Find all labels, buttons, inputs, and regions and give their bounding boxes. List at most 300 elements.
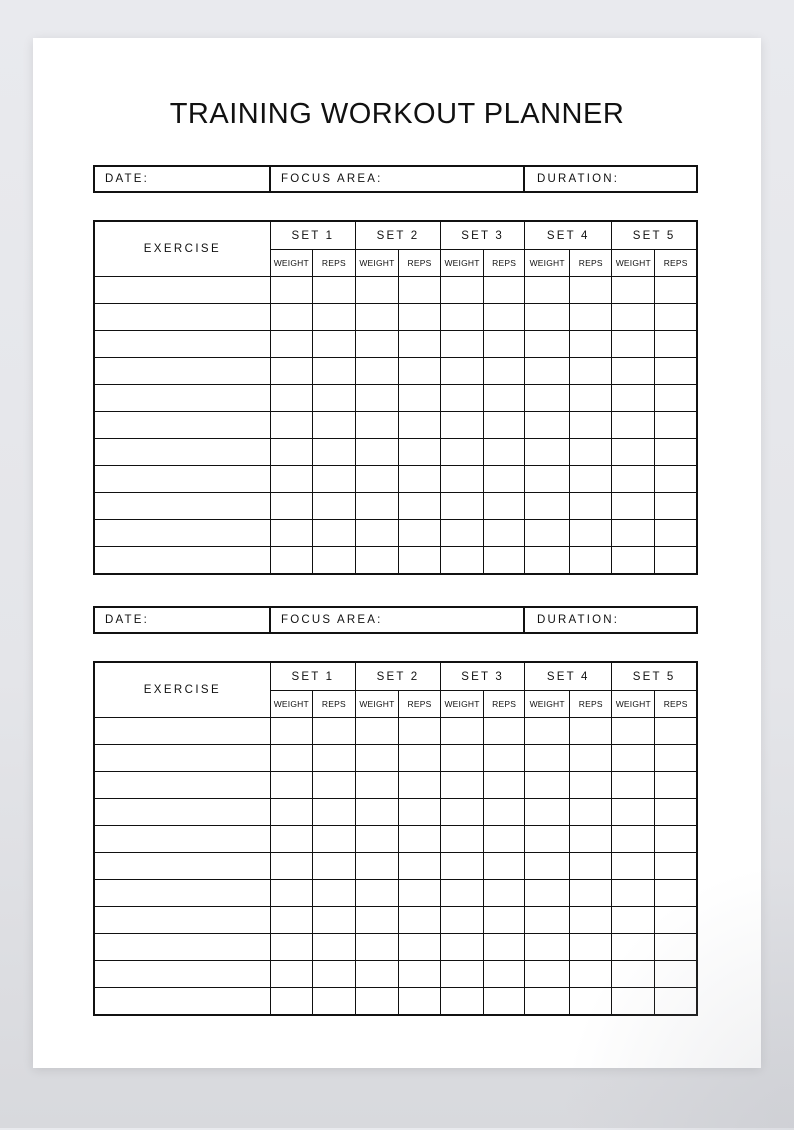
reps-cell[interactable] (570, 385, 612, 412)
reps-cell[interactable] (655, 412, 697, 439)
reps-cell[interactable] (398, 880, 440, 907)
table-row (94, 718, 697, 745)
reps-cell[interactable] (484, 961, 525, 988)
weight-cell[interactable] (525, 439, 570, 466)
weight-cell[interactable] (525, 826, 570, 853)
exercise-cell[interactable] (94, 547, 270, 575)
reps-cell[interactable] (398, 799, 440, 826)
exercise-cell[interactable] (94, 745, 270, 772)
table-row (94, 493, 697, 520)
weight-cell[interactable] (355, 412, 398, 439)
table-row (94, 547, 697, 575)
weight-cell[interactable] (441, 304, 484, 331)
reps-cell[interactable] (655, 520, 697, 547)
reps-cell[interactable] (655, 331, 697, 358)
weight-cell[interactable] (355, 304, 398, 331)
reps-cell[interactable] (484, 277, 525, 304)
reps-cell[interactable] (570, 961, 612, 988)
workout-log-table (93, 220, 698, 575)
reps-cell[interactable] (655, 799, 697, 826)
reps-cell[interactable] (398, 277, 440, 304)
weight-cell[interactable] (525, 772, 570, 799)
table-row (94, 988, 697, 1016)
table-row (94, 385, 697, 412)
weight-cell[interactable] (612, 853, 655, 880)
weight-cell[interactable] (441, 547, 484, 575)
exercise-cell[interactable] (94, 772, 270, 799)
table-row (94, 358, 697, 385)
reps-cell[interactable] (484, 493, 525, 520)
reps-cell[interactable] (655, 304, 697, 331)
weight-cell[interactable] (270, 304, 312, 331)
weight-cell[interactable] (525, 331, 570, 358)
table-row (94, 745, 697, 772)
reps-cell[interactable] (570, 880, 612, 907)
table-row (94, 520, 697, 547)
weight-cell[interactable] (441, 907, 484, 934)
reps-cell[interactable] (655, 466, 697, 493)
reps-cell[interactable] (655, 745, 697, 772)
reps-cell[interactable] (484, 412, 525, 439)
weight-cell[interactable] (270, 385, 312, 412)
weight-cell[interactable] (525, 745, 570, 772)
reps-cell[interactable] (570, 853, 612, 880)
table-row (94, 934, 697, 961)
reps-cell[interactable] (484, 331, 525, 358)
weight-cell[interactable] (525, 358, 570, 385)
weight-cell[interactable] (525, 466, 570, 493)
weight-cell[interactable] (612, 358, 655, 385)
reps-cell[interactable] (398, 934, 440, 961)
reps-cell[interactable] (312, 304, 355, 331)
weight-cell[interactable] (270, 961, 312, 988)
reps-cell[interactable] (655, 880, 697, 907)
weight-cell[interactable] (525, 547, 570, 575)
reps-cell[interactable] (312, 718, 355, 745)
weight-header: WEIGHT (441, 691, 484, 718)
reps-cell[interactable] (312, 772, 355, 799)
reps-cell[interactable] (655, 772, 697, 799)
weight-cell[interactable] (355, 961, 398, 988)
weight-cell[interactable] (612, 988, 655, 1016)
weight-cell[interactable] (270, 439, 312, 466)
table-row (94, 853, 697, 880)
weight-cell[interactable] (441, 880, 484, 907)
weight-cell[interactable] (525, 277, 570, 304)
exercise-cell[interactable] (94, 358, 270, 385)
reps-cell[interactable] (484, 988, 525, 1016)
weight-cell[interactable] (270, 412, 312, 439)
weight-cell[interactable] (270, 277, 312, 304)
weight-header: WEIGHT (525, 250, 570, 277)
weight-cell[interactable] (270, 907, 312, 934)
exercise-cell[interactable] (94, 718, 270, 745)
reps-cell[interactable] (655, 988, 697, 1016)
weight-cell[interactable] (612, 826, 655, 853)
table-row (94, 880, 697, 907)
reps-cell[interactable] (398, 466, 440, 493)
reps-cell[interactable] (398, 331, 440, 358)
reps-cell[interactable] (312, 934, 355, 961)
weight-cell[interactable] (270, 988, 312, 1016)
reps-cell[interactable] (484, 304, 525, 331)
weight-cell[interactable] (441, 493, 484, 520)
duration-field[interactable]: DURATION: (537, 614, 620, 626)
weight-cell[interactable] (441, 826, 484, 853)
weight-cell[interactable] (355, 439, 398, 466)
weight-cell[interactable] (525, 412, 570, 439)
reps-cell[interactable] (655, 439, 697, 466)
weight-cell[interactable] (612, 331, 655, 358)
weight-cell[interactable] (270, 718, 312, 745)
weight-cell[interactable] (525, 853, 570, 880)
session-info-bar (93, 165, 698, 193)
reps-cell[interactable] (484, 934, 525, 961)
weight-cell[interactable] (355, 520, 398, 547)
reps-cell[interactable] (484, 853, 525, 880)
reps-cell[interactable] (398, 412, 440, 439)
reps-cell[interactable] (655, 358, 697, 385)
weight-cell[interactable] (441, 853, 484, 880)
exercise-cell[interactable] (94, 907, 270, 934)
weight-header: WEIGHT (355, 691, 398, 718)
page-title: TRAINING WORKOUT PLANNER (169, 98, 625, 130)
weight-cell[interactable] (441, 358, 484, 385)
date-field[interactable]: DATE: (95, 608, 271, 632)
session-info-bar (93, 606, 698, 634)
reps-cell[interactable] (655, 385, 697, 412)
weight-cell[interactable] (612, 277, 655, 304)
weight-cell[interactable] (525, 934, 570, 961)
exercise-header: EXERCISE (94, 662, 270, 718)
reps-cell[interactable] (570, 304, 612, 331)
reps-cell[interactable] (570, 745, 612, 772)
reps-cell[interactable] (312, 331, 355, 358)
reps-cell[interactable] (570, 988, 612, 1016)
reps-cell[interactable] (312, 826, 355, 853)
weight-cell[interactable] (525, 907, 570, 934)
set-header: SET 2 (355, 662, 440, 691)
table-row (94, 277, 697, 304)
reps-cell[interactable] (484, 385, 525, 412)
weight-cell[interactable] (270, 331, 312, 358)
exercise-header: EXERCISE (94, 221, 270, 277)
set-header: SET 5 (612, 221, 697, 250)
reps-cell[interactable] (570, 439, 612, 466)
weight-cell[interactable] (441, 466, 484, 493)
table-row (94, 331, 697, 358)
reps-cell[interactable] (398, 853, 440, 880)
reps-cell[interactable] (570, 466, 612, 493)
reps-cell[interactable] (484, 547, 525, 575)
weight-cell[interactable] (270, 772, 312, 799)
weight-cell[interactable] (270, 934, 312, 961)
weight-cell[interactable] (441, 439, 484, 466)
reps-cell[interactable] (655, 934, 697, 961)
reps-cell[interactable] (312, 547, 355, 575)
exercise-cell[interactable] (94, 466, 270, 493)
table-row (94, 304, 697, 331)
weight-cell[interactable] (355, 745, 398, 772)
weight-cell[interactable] (441, 412, 484, 439)
weight-cell[interactable] (270, 358, 312, 385)
reps-cell[interactable] (398, 439, 440, 466)
weight-cell[interactable] (355, 853, 398, 880)
reps-cell[interactable] (398, 961, 440, 988)
reps-cell[interactable] (484, 880, 525, 907)
weight-cell[interactable] (612, 961, 655, 988)
reps-header: REPS (484, 250, 525, 277)
reps-cell[interactable] (484, 826, 525, 853)
reps-cell[interactable] (570, 331, 612, 358)
exercise-cell[interactable] (94, 412, 270, 439)
reps-cell[interactable] (655, 718, 697, 745)
reps-header: REPS (570, 691, 612, 718)
weight-cell[interactable] (270, 853, 312, 880)
weight-cell[interactable] (441, 934, 484, 961)
weight-cell[interactable] (612, 439, 655, 466)
reps-cell[interactable] (655, 826, 697, 853)
weight-cell[interactable] (525, 385, 570, 412)
table-row (94, 826, 697, 853)
weight-cell[interactable] (270, 745, 312, 772)
set-header: SET 3 (441, 662, 525, 691)
exercise-cell[interactable] (94, 331, 270, 358)
weight-cell[interactable] (270, 547, 312, 575)
exercise-cell[interactable] (94, 277, 270, 304)
exercise-cell[interactable] (94, 439, 270, 466)
exercise-cell[interactable] (94, 961, 270, 988)
reps-cell[interactable] (312, 853, 355, 880)
set-header: SET 4 (525, 221, 612, 250)
weight-cell[interactable] (441, 331, 484, 358)
reps-header: REPS (655, 250, 697, 277)
reps-cell[interactable] (570, 718, 612, 745)
exercise-cell[interactable] (94, 880, 270, 907)
reps-cell[interactable] (398, 826, 440, 853)
reps-cell[interactable] (312, 277, 355, 304)
exercise-cell[interactable] (94, 988, 270, 1016)
focus-area-field[interactable]: FOCUS AREA: (271, 608, 525, 632)
weight-cell[interactable] (355, 988, 398, 1016)
duration-field[interactable]: DURATION: (537, 173, 620, 185)
weight-cell[interactable] (525, 718, 570, 745)
reps-cell[interactable] (312, 988, 355, 1016)
reps-cell[interactable] (312, 907, 355, 934)
reps-cell[interactable] (570, 799, 612, 826)
weight-cell[interactable] (355, 358, 398, 385)
reps-cell[interactable] (312, 745, 355, 772)
reps-cell[interactable] (570, 493, 612, 520)
reps-cell[interactable] (655, 961, 697, 988)
weight-cell[interactable] (612, 799, 655, 826)
weight-cell[interactable] (525, 988, 570, 1016)
table-row (94, 412, 697, 439)
reps-cell[interactable] (398, 745, 440, 772)
weight-header: WEIGHT (612, 250, 655, 277)
reps-header: REPS (398, 250, 440, 277)
weight-cell[interactable] (612, 934, 655, 961)
weight-cell[interactable] (355, 718, 398, 745)
reps-cell[interactable] (484, 466, 525, 493)
weight-cell[interactable] (355, 799, 398, 826)
reps-cell[interactable] (312, 493, 355, 520)
set-header: SET 2 (355, 221, 440, 250)
weight-cell[interactable] (441, 772, 484, 799)
weight-cell[interactable] (355, 277, 398, 304)
weight-cell[interactable] (355, 772, 398, 799)
reps-cell[interactable] (484, 907, 525, 934)
exercise-cell[interactable] (94, 304, 270, 331)
weight-cell[interactable] (270, 826, 312, 853)
reps-cell[interactable] (398, 304, 440, 331)
weight-cell[interactable] (612, 385, 655, 412)
reps-cell[interactable] (484, 745, 525, 772)
reps-cell[interactable] (655, 493, 697, 520)
weight-cell[interactable] (612, 880, 655, 907)
reps-cell[interactable] (484, 439, 525, 466)
weight-cell[interactable] (612, 745, 655, 772)
weight-cell[interactable] (612, 547, 655, 575)
exercise-cell[interactable] (94, 799, 270, 826)
reps-cell[interactable] (570, 826, 612, 853)
reps-cell[interactable] (312, 412, 355, 439)
reps-cell[interactable] (484, 772, 525, 799)
table-row (94, 439, 697, 466)
weight-cell[interactable] (612, 907, 655, 934)
reps-cell[interactable] (570, 358, 612, 385)
reps-cell[interactable] (312, 880, 355, 907)
weight-cell[interactable] (612, 412, 655, 439)
weight-cell[interactable] (441, 988, 484, 1016)
weight-header: WEIGHT (270, 691, 312, 718)
set-header: SET 3 (441, 221, 525, 250)
weight-cell[interactable] (612, 493, 655, 520)
weight-cell[interactable] (355, 826, 398, 853)
reps-cell[interactable] (655, 907, 697, 934)
reps-cell[interactable] (398, 385, 440, 412)
weight-cell[interactable] (441, 277, 484, 304)
weight-cell[interactable] (355, 880, 398, 907)
weight-cell[interactable] (270, 799, 312, 826)
weight-cell[interactable] (441, 385, 484, 412)
reps-cell[interactable] (312, 466, 355, 493)
reps-cell[interactable] (398, 547, 440, 575)
weight-cell[interactable] (355, 466, 398, 493)
reps-cell[interactable] (312, 799, 355, 826)
weight-header: WEIGHT (355, 250, 398, 277)
reps-cell[interactable] (398, 907, 440, 934)
weight-cell[interactable] (355, 493, 398, 520)
weight-header: WEIGHT (441, 250, 484, 277)
weight-cell[interactable] (612, 304, 655, 331)
weight-cell[interactable] (525, 493, 570, 520)
workout-log-table (93, 661, 698, 1016)
exercise-cell[interactable] (94, 853, 270, 880)
reps-cell[interactable] (570, 907, 612, 934)
reps-header: REPS (484, 691, 525, 718)
weight-header: WEIGHT (612, 691, 655, 718)
reps-cell[interactable] (398, 520, 440, 547)
exercise-cell[interactable] (94, 826, 270, 853)
weight-cell[interactable] (525, 880, 570, 907)
weight-cell[interactable] (441, 961, 484, 988)
reps-cell[interactable] (312, 358, 355, 385)
weight-cell[interactable] (525, 304, 570, 331)
weight-cell[interactable] (441, 520, 484, 547)
reps-cell[interactable] (398, 772, 440, 799)
weight-cell[interactable] (355, 385, 398, 412)
exercise-cell[interactable] (94, 385, 270, 412)
weight-cell[interactable] (270, 493, 312, 520)
table-row (94, 907, 697, 934)
reps-cell[interactable] (398, 988, 440, 1016)
reps-header: REPS (312, 691, 355, 718)
weight-cell[interactable] (525, 520, 570, 547)
focus-area-field[interactable]: FOCUS AREA: (271, 167, 525, 191)
weight-cell[interactable] (270, 520, 312, 547)
weight-cell[interactable] (612, 772, 655, 799)
reps-cell[interactable] (312, 385, 355, 412)
weight-cell[interactable] (355, 331, 398, 358)
reps-cell[interactable] (570, 520, 612, 547)
exercise-cell[interactable] (94, 493, 270, 520)
weight-cell[interactable] (270, 466, 312, 493)
weight-cell[interactable] (441, 718, 484, 745)
weight-cell[interactable] (612, 718, 655, 745)
table-row (94, 799, 697, 826)
reps-cell[interactable] (570, 412, 612, 439)
reps-cell[interactable] (484, 718, 525, 745)
reps-cell[interactable] (570, 547, 612, 575)
weight-cell[interactable] (612, 520, 655, 547)
weight-cell[interactable] (612, 466, 655, 493)
reps-cell[interactable] (312, 439, 355, 466)
reps-header: REPS (398, 691, 440, 718)
exercise-cell[interactable] (94, 520, 270, 547)
weight-cell[interactable] (441, 745, 484, 772)
exercise-cell[interactable] (94, 934, 270, 961)
reps-cell[interactable] (398, 358, 440, 385)
reps-cell[interactable] (484, 520, 525, 547)
reps-cell[interactable] (570, 934, 612, 961)
reps-header: REPS (570, 250, 612, 277)
reps-cell[interactable] (655, 277, 697, 304)
weight-cell[interactable] (355, 934, 398, 961)
reps-cell[interactable] (484, 799, 525, 826)
table-row (94, 772, 697, 799)
reps-cell[interactable] (655, 853, 697, 880)
date-field[interactable]: DATE: (95, 167, 271, 191)
weight-cell[interactable] (441, 799, 484, 826)
weight-cell[interactable] (525, 961, 570, 988)
reps-cell[interactable] (398, 493, 440, 520)
reps-cell[interactable] (312, 961, 355, 988)
weight-cell[interactable] (525, 799, 570, 826)
reps-cell[interactable] (398, 718, 440, 745)
table-row (94, 466, 697, 493)
weight-header: WEIGHT (270, 250, 312, 277)
reps-cell[interactable] (312, 520, 355, 547)
reps-cell[interactable] (484, 358, 525, 385)
reps-cell[interactable] (655, 547, 697, 575)
table-row (94, 961, 697, 988)
reps-cell[interactable] (570, 277, 612, 304)
weight-cell[interactable] (270, 880, 312, 907)
reps-cell[interactable] (570, 772, 612, 799)
weight-cell[interactable] (355, 907, 398, 934)
weight-cell[interactable] (355, 547, 398, 575)
